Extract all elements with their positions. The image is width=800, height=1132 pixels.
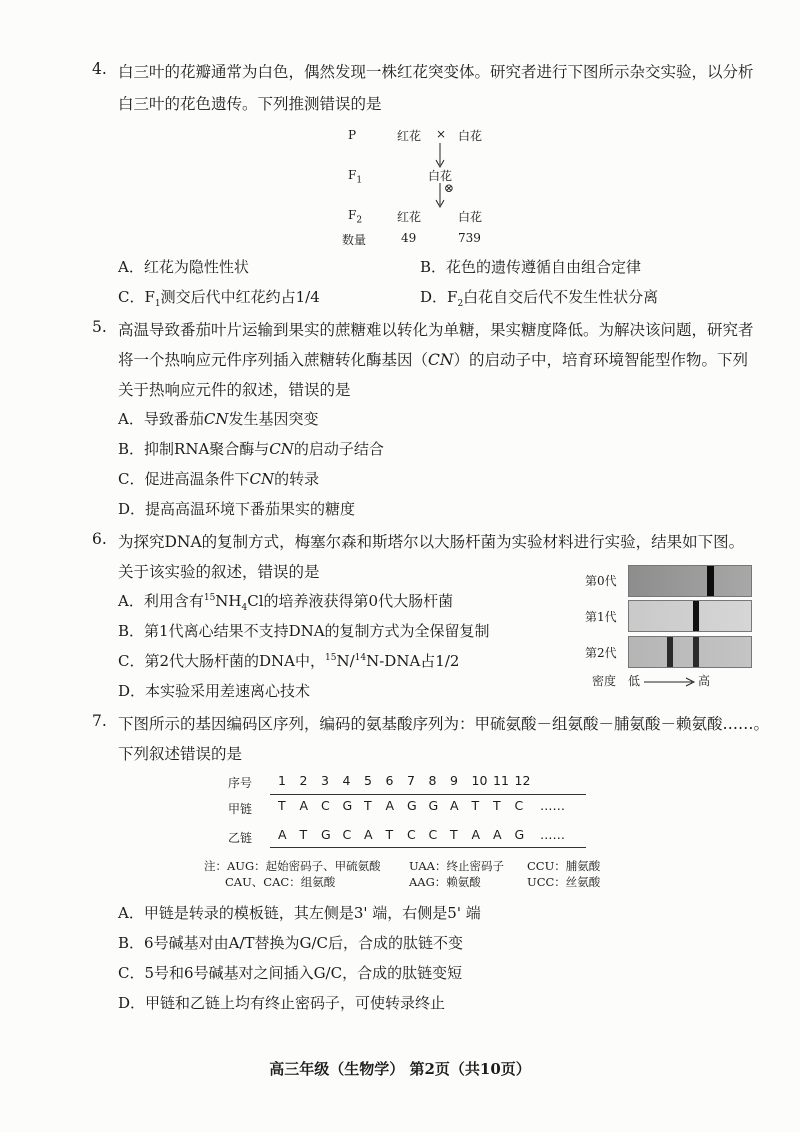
strand-a-base: G <box>428 798 439 813</box>
strand-b-base: T <box>450 827 458 842</box>
strand-a-base: T <box>364 798 372 813</box>
gen0-tube <box>628 565 752 597</box>
p-white-flower: 白花 <box>458 129 483 143</box>
density-high-label: 高 <box>698 674 711 688</box>
q4-option-a[interactable]: A．红花为隐性性状 <box>118 258 249 276</box>
q5-option-d[interactable]: D．提高高温环境下番茄果实的糖度 <box>118 500 356 518</box>
q4-stem-line1: 白三叶的花瓣通常为白色，偶然发现一株红花突变体。研究者进行下图所示杂交实验，以分析 <box>118 63 754 81</box>
gen0-label: 第0代 <box>585 574 617 588</box>
strand-a-base: C <box>514 798 524 813</box>
strand-b-base: C <box>407 827 416 842</box>
count-label: 数量 <box>342 233 367 247</box>
strand-a-base: T <box>278 798 286 813</box>
q6-option-b[interactable]: B．第1代离心结果不支持DNA的复制方式为全保留复制 <box>118 622 490 640</box>
strand-a-base: G <box>407 798 417 813</box>
note-aag: AAG：赖氨酸 <box>409 875 481 889</box>
note-aug: 注：AUG：起始密码子、甲硫氨酸 <box>204 859 381 873</box>
note-uaa: UAA：终止密码子 <box>409 859 504 873</box>
index-cell: 3 <box>321 773 329 788</box>
strand-a-label: 甲链 <box>228 802 253 816</box>
count-white: 739 <box>458 231 481 245</box>
q6-option-c[interactable]: C．第2代大肠杆菌的DNA中，$^{15}$N/$^{14}$N-DNA占1/2 <box>118 652 460 670</box>
p-red-flower: 红花 <box>397 129 422 143</box>
strand-b-base: G <box>514 827 525 842</box>
index-cell: 7 <box>407 773 415 788</box>
q5-option-c[interactable]: C．促进高温条件下CN的转录 <box>118 470 320 488</box>
q7-stem-line2: 下列叙述错误的是 <box>118 745 243 763</box>
q7-option-c[interactable]: C．5号和6号碱基对之间插入G/C，合成的肽链变短 <box>118 964 463 982</box>
index-row-label: 序号 <box>228 776 253 790</box>
strand-a-base: A <box>299 798 309 813</box>
strand-a-base: A <box>385 798 395 813</box>
strand-b-label: 乙链 <box>228 831 253 845</box>
f2-white-flower: 白花 <box>458 210 483 224</box>
strand-a-line <box>270 794 586 795</box>
q7-option-d[interactable]: D．甲链和乙链上均有终止密码子，可使转录终止 <box>118 994 446 1012</box>
gen2-hybrid-band <box>693 637 699 667</box>
gen1-tube <box>628 600 752 632</box>
strand-b-base: C <box>342 827 352 842</box>
f1-label: $F_1$ <box>348 168 363 186</box>
f2-label: $F_2$ <box>348 208 363 226</box>
strand-b-ellipsis: …… <box>540 827 565 842</box>
gen2-light-band <box>667 637 673 667</box>
note-ccu: CCU：脯氨酸 <box>527 859 601 873</box>
index-cell: 1 <box>278 773 286 788</box>
page-footer: 高三年级（生物学） 第2页（共10页） <box>269 1060 531 1078</box>
index-cell: 10 <box>471 773 488 788</box>
strand-b-base: A <box>278 827 287 842</box>
arrow-right-icon <box>644 676 696 688</box>
strand-b-base: A <box>471 827 481 842</box>
density-label: 密度 <box>592 674 617 688</box>
q7-option-a[interactable]: A．甲链是转录的模板链，其左侧是3' 端，右侧是5' 端 <box>118 904 481 922</box>
gen0-heavy-band <box>707 566 714 596</box>
strand-b-base: T <box>385 827 394 842</box>
q6-stem-line2: 关于该实验的叙述，错误的是 <box>118 563 320 581</box>
q4-stem-line2: 白三叶的花色遗传。下列推测错误的是 <box>118 95 382 113</box>
f2-red-flower: 红花 <box>397 210 422 224</box>
q4-option-c[interactable]: C．$F_1$测交后代中红花约占1/4 <box>118 288 320 309</box>
index-cell: 12 <box>514 773 531 788</box>
self-cross-icon: ⊗ <box>444 181 455 195</box>
strand-b-base: A <box>364 827 373 842</box>
index-cell: 2 <box>299 773 308 788</box>
q6-option-d[interactable]: D．本实验采用差速离心技术 <box>118 682 311 700</box>
q5-stem-line2: 将一个热响应元件序列插入蔗糖转化酶基因（CN）的启动子中，培育环境智能型作物。下列 <box>118 351 748 369</box>
q7-stem-line1: 下图所示的基因编码区序列，编码的氨基酸序列为：甲硫氨酸－组氨酸－脯氨酸－赖氨酸……。 <box>118 715 770 733</box>
strand-a-base: C <box>321 798 330 813</box>
f1-white-flower: 白花 <box>428 169 453 183</box>
gen2-label: 第2代 <box>585 646 617 660</box>
strand-b-base: C <box>428 827 438 842</box>
q7-option-b[interactable]: B．6号碱基对由A/T替换为G/C后，合成的肽链不变 <box>118 934 463 952</box>
p-label: P <box>348 128 357 142</box>
strand-a-base: T <box>471 798 480 813</box>
strand-a-ellipsis: …… <box>540 798 565 813</box>
q5-stem-line3: 关于热响应元件的叙述，错误的是 <box>118 381 351 399</box>
strand-b-base: G <box>321 827 331 842</box>
strand-a-base: G <box>342 798 353 813</box>
q4-option-d[interactable]: D．$F_2$白花自交后代不发生性状分离 <box>420 288 659 309</box>
gen2-tube <box>628 636 752 668</box>
index-cell: 8 <box>428 773 437 788</box>
index-cell: 4 <box>342 773 351 788</box>
q5-number: 5. <box>92 318 107 336</box>
strand-a-base: A <box>450 798 459 813</box>
q4-number: 4. <box>92 60 107 78</box>
gen1-label: 第1代 <box>585 610 617 624</box>
arrow-down-icon <box>434 143 446 169</box>
count-red: 49 <box>401 231 417 245</box>
density-low-label: 低 <box>628 674 641 688</box>
q4-option-b[interactable]: B．花色的遗传遵循自由组合定律 <box>420 258 642 276</box>
index-cell: 6 <box>385 773 394 788</box>
index-cell: 11 <box>493 773 509 788</box>
strand-b-base: A <box>493 827 502 842</box>
q7-number: 7. <box>92 712 107 730</box>
q5-stem-line1: 高温导致番茄叶片运输到果实的蔗糖难以转化为单糖，果实糖度降低。为解决该问题，研究者 <box>118 321 754 339</box>
strand-b-line <box>270 847 586 848</box>
q5-option-b[interactable]: B．抑制RNA聚合酶与CN的启动子结合 <box>118 440 384 458</box>
strand-a-base: T <box>493 798 501 813</box>
q6-number: 6. <box>92 530 107 548</box>
cross-symbol: × <box>436 127 447 141</box>
index-cell: 9 <box>450 773 458 788</box>
gen1-hybrid-band <box>693 601 699 631</box>
strand-b-base: T <box>299 827 308 842</box>
index-cell: 5 <box>364 773 372 788</box>
note-cau-cac: CAU、CAC：组氨酸 <box>225 875 336 889</box>
q6-stem-line1: 为探究DNA的复制方式，梅塞尔森和斯塔尔以大肠杆菌为实验材料进行实验，结果如下图。 <box>118 533 745 551</box>
note-ucc: UCC：丝氨酸 <box>527 875 601 889</box>
q5-option-a[interactable]: A．导致番茄CN发生基因突变 <box>118 410 319 428</box>
q6-option-a[interactable]: A．利用含有$^{15}NH_4Cl$的培养液获得第0代大肠杆菌 <box>118 592 454 613</box>
